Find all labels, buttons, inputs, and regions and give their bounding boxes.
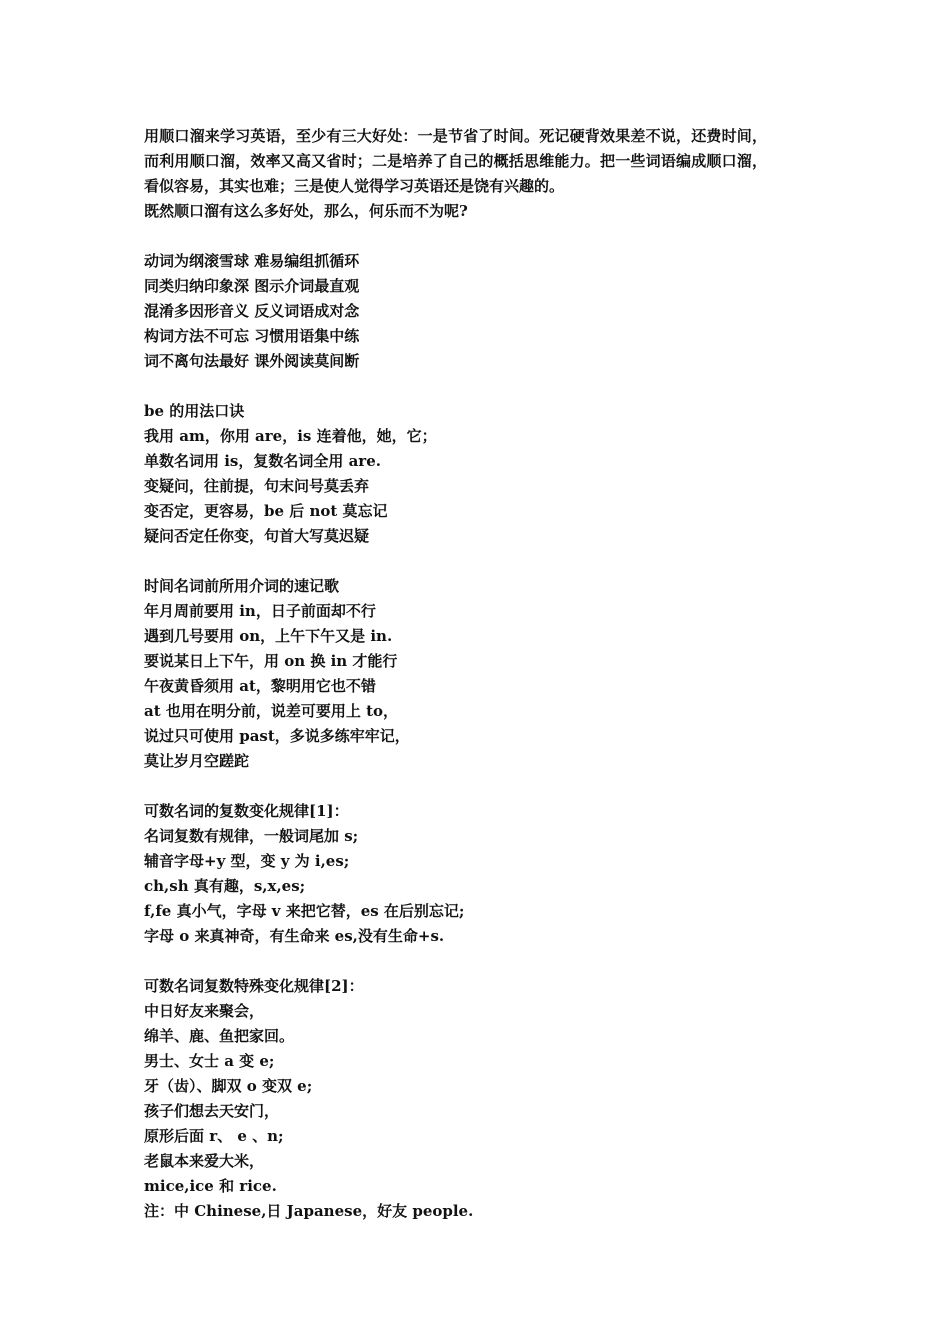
verse-line: 动词为纲滚雪球 难易编组抓循环 <box>144 252 360 270</box>
verse-line: 名词复数有规律，一般词尾加 s; <box>144 827 359 845</box>
verse-line: 莫让岁月空蹉跎 <box>144 752 250 770</box>
document-body <box>144 124 814 1224</box>
intro-line: 看似容易，其实也难；三是使人觉得学习英语还是饶有兴趣的。 <box>144 177 565 195</box>
verse-line: 混淆多因形音义 反义词语成对念 <box>144 302 360 320</box>
verse-line: 午夜黄昏须用 at，黎明用它也不错 <box>144 677 376 695</box>
verse-line: 要说某日上下午，用 on 换 in 才能行 <box>144 652 398 670</box>
blank-line <box>144 549 814 574</box>
verse-line: 遇到几号要用 on，上午下午又是 in. <box>144 627 393 645</box>
verse-line: 构词方法不可忘 习惯用语集中练 <box>144 327 360 345</box>
blank-line <box>144 374 814 399</box>
verse-line: ch,sh 真有趣，s,x,es; <box>144 877 306 895</box>
note-line: 注：中 Chinese,日 Japanese，好友 people. <box>144 1202 474 1220</box>
verse-line: 变否定，更容易，be 后 not 莫忘记 <box>144 502 388 520</box>
verse-line: 单数名词用 is，复数名词全用 are. <box>144 452 381 470</box>
verse-study-methods <box>144 249 814 374</box>
blank-line <box>144 224 814 249</box>
section-heading: be 的用法口诀 <box>144 402 245 420</box>
verse-line: 变疑问，往前提，句末问号莫丢弃 <box>144 477 370 495</box>
verse-irregular-plurals <box>144 974 814 1224</box>
intro-line: 既然顺口溜有这么多好处，那么，何乐而不为呢? <box>144 202 468 220</box>
verse-line: 中日好友来聚会， <box>144 1002 265 1020</box>
verse-line: 词不离句法最好 课外阅读莫间断 <box>144 352 360 370</box>
verse-line: 疑问否定任你变，句首大写莫迟疑 <box>144 527 370 545</box>
section-heading: 可数名词复数特殊变化规律[2]： <box>144 977 364 995</box>
verse-line: 牙（齿）、脚双 o 变双 e; <box>144 1077 313 1095</box>
verse-line: 我用 am，你用 are，is 连着他，她，它； <box>144 427 437 445</box>
intro-line: 而利用顺口溜，效率又高又省时；二是培养了自己的概括思维能力。把一些词语编成顺口溜， <box>144 152 768 170</box>
intro-paragraph <box>144 124 814 224</box>
verse-line: mice,ice 和 rice. <box>144 1177 277 1195</box>
verse-time-prepositions <box>144 574 814 774</box>
verse-line: 辅音字母+y 型，变 y 为 i,es; <box>144 852 350 870</box>
verse-line: 说过只可使用 past，多说多练牢牢记， <box>144 727 410 745</box>
verse-line: at 也用在明分前，说差可要用上 to， <box>144 702 399 720</box>
verse-line: 绵羊、鹿、鱼把家回。 <box>144 1027 295 1045</box>
section-heading: 时间名词前所用介词的速记歌 <box>144 577 340 595</box>
verse-be-usage <box>144 399 814 549</box>
verse-line: 年月周前要用 in，日子前面却不行 <box>144 602 376 620</box>
verse-line: 老鼠本来爱大米， <box>144 1152 265 1170</box>
verse-line: 同类归纳印象深 图示介词最直观 <box>144 277 360 295</box>
verse-line: 字母 o 来真神奇，有生命来 es,没有生命+s. <box>144 927 445 945</box>
blank-line <box>144 949 814 974</box>
blank-line <box>144 774 814 799</box>
verse-line: 男士、女士 a 变 e; <box>144 1052 275 1070</box>
verse-line: f,fe 真小气，字母 v 来把它替，es 在后别忘记; <box>144 902 465 920</box>
verse-line: 原形后面 r、 e 、n; <box>144 1127 284 1145</box>
verse-line: 孩子们想去天安门， <box>144 1102 280 1120</box>
section-heading: 可数名词的复数变化规律[1]： <box>144 802 349 820</box>
verse-plural-rules <box>144 799 814 949</box>
intro-line: 用顺口溜来学习英语，至少有三大好处：一是节省了时间。死记硬背效果差不说，还费时间， <box>144 127 768 145</box>
